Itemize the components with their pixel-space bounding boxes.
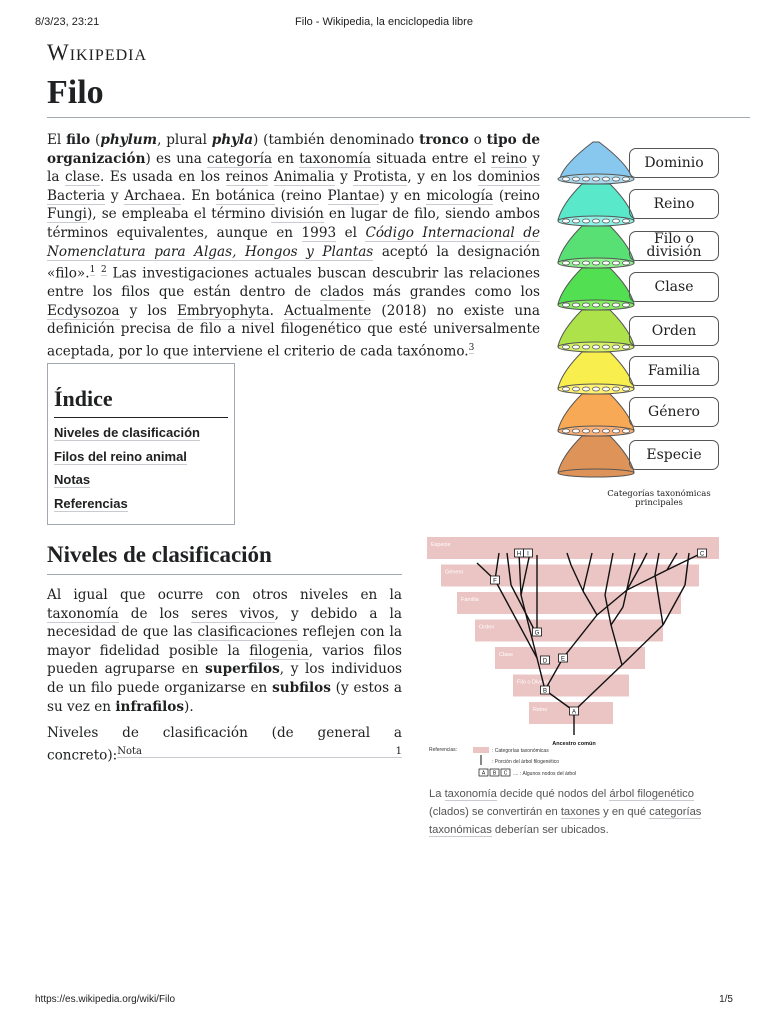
link-clasificaciones[interactable]: clasificaciones <box>197 624 298 641</box>
link-taxonomia-2[interactable]: taxonomía <box>47 605 119 622</box>
rank-box-clase: Clase <box>629 272 719 302</box>
legend-node-letter-a: A <box>481 770 486 777</box>
band-label-2: Género <box>445 569 464 576</box>
phylogenetic-tree-diagram <box>427 535 719 780</box>
band-4 <box>475 620 663 642</box>
wikipedia-wordmark[interactable]: Wikipedia <box>47 40 148 65</box>
legend-swatch-category <box>473 747 489 753</box>
print-url: https://es.wikipedia.org/wiki/Filo <box>35 994 176 1005</box>
ref-3[interactable]: 3 <box>468 343 475 354</box>
link-botanica[interactable]: botánica <box>215 187 275 204</box>
legend-category-label: : Categorías taxonómicas <box>492 748 549 754</box>
link-reinos[interactable]: reinos <box>225 169 269 186</box>
toc-item-filos-reino-animal[interactable]: Filos del reino animal <box>54 449 187 464</box>
svg-text:F: F <box>493 578 497 585</box>
band-6 <box>513 675 629 697</box>
rank-box-reino: Reino <box>629 189 719 219</box>
section-heading-niveles: Niveles de clasificación <box>47 542 272 567</box>
caption-link-arbol[interactable]: árbol filogenético <box>609 788 694 800</box>
link-clase[interactable]: clase <box>64 169 101 186</box>
svg-text:H: H <box>516 551 522 558</box>
caption-link-taxones[interactable]: taxones <box>560 806 601 818</box>
node-b <box>541 686 550 695</box>
band-label-5: Clase <box>499 652 514 658</box>
link-embryophyta[interactable]: Embryophyta <box>177 302 270 319</box>
link-1993[interactable]: 1993 <box>301 224 337 241</box>
tree-figure-caption: La taxonomía decide qué nodos del árbol filogenético (clados) se convertirán en taxones y en qué categorías taxonómicas deberían ser ubicados. <box>429 788 702 836</box>
rank-box-especie: Especie <box>629 440 719 470</box>
ref-2[interactable]: 2 <box>101 265 107 276</box>
intro-paragraph: El filo (phylum, plural phyla) (también denominado tronco o tipo de organización) es una categoría en taxonomía situada entre el reino y la clase. Es usada en los reinos Animalia y Protista, y en los dominios Bacteria y Archaea. En botánica (reino Plantae) y en micología (reino Fungi), se empleaba el término división en lugar de filo, siendo ambos términos equivalentes, aunque en 1993 el Código Internacional de Nomenclatura para Algas, Hongos y Plantas aceptó la designación «filo».$^1$ $^2$ Las investigaciones actuales buscan descubrir las relaciones entre los filos que están dentro de clados más grandes como los Ecdysozoa y los Embryophyta. Actualmente (2018) no existe una definición precisa de filo a nivel filogenético que esté universalmente aceptada, por lo que interviene el criterio de cada taxónomo.$^3$ <box>47 132 541 360</box>
link-clados[interactable]: clados <box>320 284 364 301</box>
svg-text:D: D <box>542 658 548 665</box>
rank-bulb-5 <box>558 310 634 352</box>
band-5 <box>495 647 645 669</box>
print-title: Filo - Wikipedia, la enciclopedia libre <box>295 16 473 28</box>
root-label: Ancestro común <box>552 741 596 747</box>
node-g <box>533 628 542 637</box>
link-protista[interactable]: Protista <box>353 169 408 186</box>
page-title: Filo <box>47 74 104 111</box>
rank-bulb-4 <box>558 268 634 310</box>
rank-bulb-1 <box>558 142 634 184</box>
node-a <box>570 707 579 716</box>
caption-link-taxonomia[interactable]: taxonomía <box>444 788 497 800</box>
link-actualmente[interactable]: Actualmente <box>284 302 372 319</box>
band-label-6: Filo o División <box>517 679 552 686</box>
section-paragraph-2: Niveles de clasificación (de general a concreto):$^{Nota 1}$ <box>47 725 402 764</box>
link-dominios[interactable]: dominios <box>477 169 541 186</box>
toc-title: Índice <box>54 386 113 411</box>
note-1-link[interactable]: Nota 1 <box>117 745 402 757</box>
node-e <box>559 654 568 663</box>
rank-bulb-8 <box>558 436 634 477</box>
band-label-1: Especie <box>431 542 451 548</box>
node-c <box>698 549 707 558</box>
legend-node-letter-c: C <box>503 770 508 777</box>
link-reino[interactable]: reino <box>491 150 528 167</box>
ref-1[interactable]: 1 <box>89 265 96 276</box>
print-date: 8/3/23, 23:21 <box>35 16 100 28</box>
link-archaea[interactable]: Archaea <box>124 187 182 204</box>
table-of-contents <box>47 363 235 525</box>
toc-divider <box>54 417 228 418</box>
section-paragraph-1: Al igual que ocurre con otros niveles en la taxonomía de los seres vivos, y debido a la necesidad de que las clasificaciones reflejen con la mayor fidelidad posible la filogenia, varios filos pueden agruparse en superfilos, y los individuos de un filo puede organizarse en subfilos (y estos a su vez en infrafilos). <box>47 587 403 715</box>
legend-branch-label: : Porción del árbol filogenético <box>492 759 559 765</box>
toc-item-niveles[interactable]: Niveles de clasificación <box>54 425 200 440</box>
link-division[interactable]: división <box>270 206 324 223</box>
link-categoria[interactable]: categoría <box>207 150 273 167</box>
link-bacteria[interactable]: Bacteria <box>47 187 106 204</box>
node-f <box>491 576 500 585</box>
title-divider <box>47 117 750 118</box>
svg-text:C: C <box>699 551 705 558</box>
legend-title: Referencias: <box>429 747 458 753</box>
link-animalia[interactable]: Animalia <box>273 169 335 186</box>
rank-box-filo: Filo o división <box>629 231 719 261</box>
link-seres-vivos[interactable]: seres vivos <box>191 605 275 622</box>
svg-text:I: I <box>527 551 529 558</box>
taxonomic-ranks-diagram <box>556 136 636 486</box>
svg-text:B: B <box>542 688 548 695</box>
node-i <box>524 549 533 558</box>
toc-item-referencias[interactable]: Referencias <box>54 496 128 511</box>
band-label-3: Familia <box>461 597 479 603</box>
rank-bulb-2 <box>558 184 634 226</box>
toc-item-notas[interactable]: Notas <box>54 472 91 487</box>
branch-10 <box>516 551 522 595</box>
rank-box-genero: Género <box>629 397 719 427</box>
ranks-figure-caption: Categorías taxonómicas principales <box>607 489 711 508</box>
legend-node-letter-b: B <box>492 770 497 777</box>
link-codigo-internacional[interactable]: Código Internacional de Nomenclatura para Algas, Hongos y Plantas <box>47 224 540 260</box>
link-micologia[interactable]: micología <box>426 187 494 204</box>
link-filogenia[interactable]: filogenia <box>249 642 309 659</box>
band-3 <box>457 592 681 614</box>
section-divider <box>47 574 402 575</box>
svg-text:G: G <box>534 630 540 637</box>
legend-nodes-label: .... : Algunos nodos del árbol <box>513 771 577 777</box>
print-page-number: 1/5 <box>719 994 733 1005</box>
rank-bulb-3 <box>558 226 634 268</box>
tree-legend <box>429 747 576 777</box>
taxonomic-bands <box>427 537 719 724</box>
rank-bulb-7 <box>558 394 634 436</box>
rank-box-dominio: Dominio <box>629 148 719 178</box>
rank-box-familia: Familia <box>629 356 719 386</box>
band-label-7: Reino <box>533 707 548 713</box>
link-taxonomia[interactable]: taxonomía <box>299 150 371 167</box>
node-d <box>541 656 550 665</box>
svg-text:E: E <box>560 656 566 663</box>
band-label-4: Orden <box>479 624 495 631</box>
link-fungi[interactable]: Fungi <box>47 206 87 223</box>
node-h <box>515 549 524 558</box>
branch-6 <box>495 580 537 658</box>
rank-box-orden: Orden <box>629 316 719 346</box>
caption-link-categorias[interactable]: categorías taxonómicas <box>429 806 702 836</box>
band-2 <box>441 565 699 587</box>
link-ecdysozoa[interactable]: Ecdysozoa <box>47 302 120 319</box>
svg-text:A: A <box>571 709 577 716</box>
link-plantae[interactable]: Plantae <box>327 187 380 204</box>
rank-bulb-6 <box>558 352 634 394</box>
